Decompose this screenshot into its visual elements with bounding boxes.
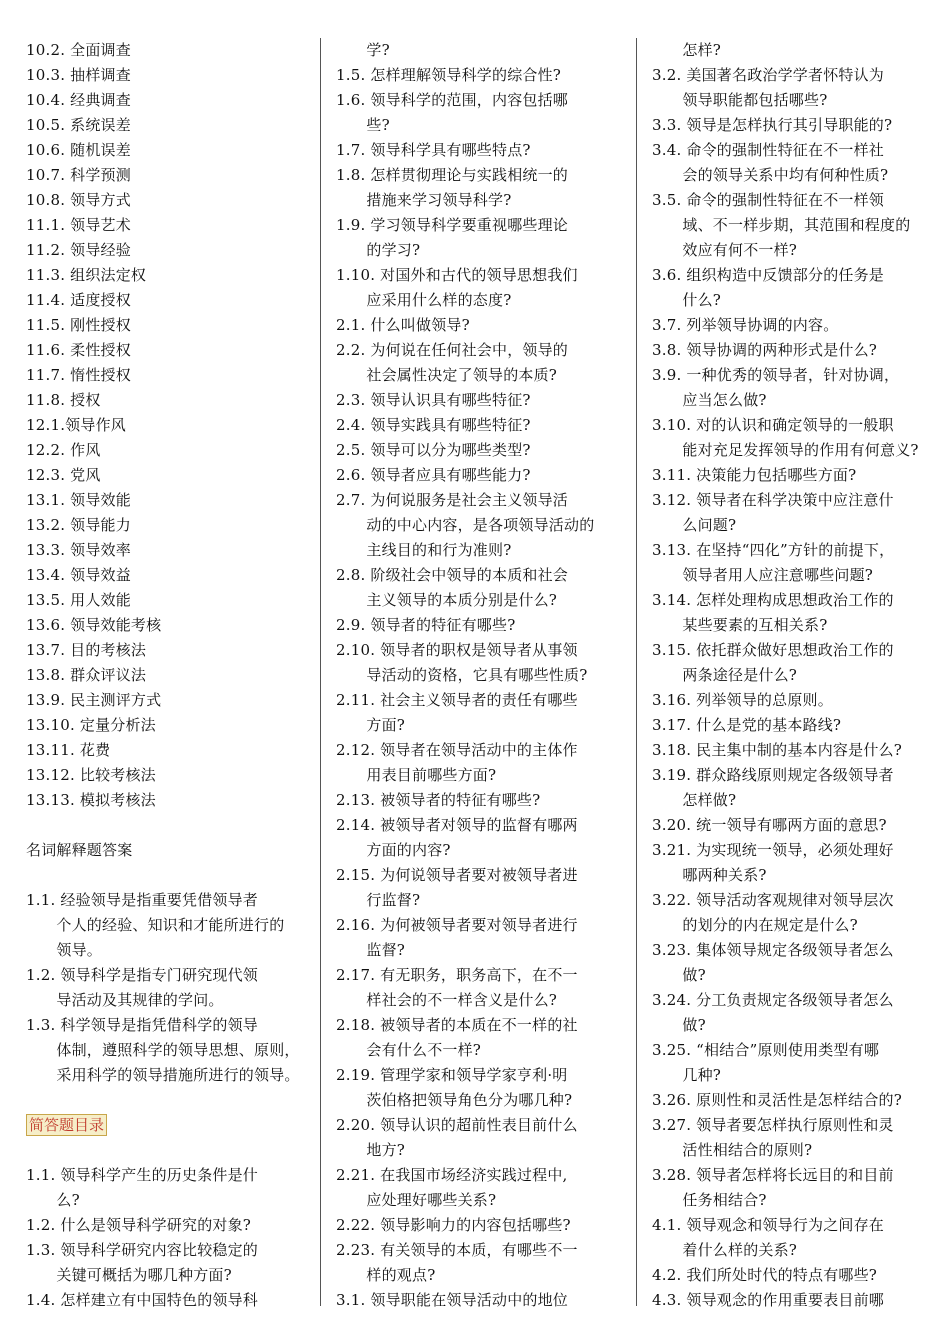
text-line: 应处理好哪些关系?	[336, 1191, 497, 1209]
text-line: 1.7. 领导科学具有哪些特点?	[336, 141, 531, 159]
text-line: 个人的经验、知识和才能所进行的	[26, 916, 285, 934]
text-line: 3.19. 群众路线原则规定各级领导者	[652, 766, 894, 784]
text-line: 4.3. 领导观念的作用重要表目前哪	[652, 1291, 884, 1309]
text-line: 什么?	[652, 291, 722, 309]
text-line: 关键可概括为哪几种方面?	[26, 1266, 232, 1284]
text-line: 13.12. 比较考核法	[26, 766, 156, 784]
column-left	[26, 38, 314, 1313]
text-line: 2.22. 领导影响力的内容包括哪些?	[336, 1216, 571, 1234]
text-line: 样的观点?	[336, 1266, 436, 1284]
text-line: 13.2. 领导能力	[26, 516, 131, 534]
text-line: 2.17. 有无职务，职务高下，在不一	[336, 966, 578, 984]
text-line: 1.9. 学习领导科学要重视哪些理论	[336, 216, 568, 234]
text-line: 方面?	[336, 716, 406, 734]
text-line: 4.1. 领导观念和领导行为之间存在	[652, 1216, 884, 1234]
text-line: 领导。	[26, 941, 103, 959]
text-line: 3.5. 命令的强制性特征在不一样领	[652, 191, 884, 209]
text-line: 4.2. 我们所处时代的特点有哪些?	[652, 1266, 878, 1284]
text-line: 会有什么不一样?	[336, 1041, 482, 1059]
text-line: 措施来学习领导科学?	[336, 191, 512, 209]
text-line: 3.10. 对的认识和确定领导的一般职	[652, 416, 894, 434]
text-line: 10.6. 随机误差	[26, 141, 131, 159]
text-line: 导活动及其规律的学问。	[26, 991, 224, 1009]
text-line: 13.7. 目的考核法	[26, 641, 147, 659]
text-line: 2.20. 领导认识的超前性表目前什么	[336, 1116, 578, 1134]
text-line: 10.8. 领导方式	[26, 191, 131, 209]
text-line: 2.15. 为何说领导者要对被领导者进	[336, 866, 578, 884]
text-line: 3.2. 美国著名政治学学者怀特认为	[652, 66, 884, 84]
text-line: 3.21. 为实现统一领导，必须处理好	[652, 841, 894, 859]
text-line: 两条途径是什么?	[652, 666, 798, 684]
text-line: 10.5. 系统误差	[26, 116, 131, 134]
text-line: 3.8. 领导协调的两种形式是什么?	[652, 341, 878, 359]
text-line: 做?	[652, 966, 706, 984]
text-line: 2.6. 领导者应具有哪些能力?	[336, 466, 531, 484]
text-line: 1.10. 对国外和古代的领导思想我们	[336, 266, 578, 284]
text-line: 能对充足发挥领导的作用有何意义?	[652, 441, 919, 459]
text-line: 么?	[26, 1191, 80, 1209]
text-line: 做?	[652, 1016, 706, 1034]
text-line: 3.1. 领导职能在领导活动中的地位	[336, 1291, 568, 1309]
text-line: 3.14. 怎样处理构成思想政治工作的	[652, 591, 894, 609]
text-line: 活性相结合的原则?	[652, 1141, 813, 1159]
text-line: 3.3. 领导是怎样执行其引导职能的?	[652, 116, 893, 134]
text-line: 3.11. 决策能力包括哪些方面?	[652, 466, 857, 484]
text-line: 的划分的内在规定是什么?	[652, 916, 858, 934]
text-line: 1.3. 科学领导是指凭借科学的领导	[26, 1016, 258, 1034]
text-line: 11.2. 领导经验	[26, 241, 131, 259]
text-line: 3.26. 原则性和灵活性是怎样结合的?	[652, 1091, 902, 1109]
text-line: 13.11. 花费	[26, 741, 111, 759]
text-line: 2.12. 领导者在领导活动中的主体作	[336, 741, 578, 759]
text-line: 1.2. 领导科学是指专门研究现代领	[26, 966, 258, 984]
text-line: 茨伯格把领导角色分为哪几种?	[336, 1091, 573, 1109]
text-line: 怎样?	[652, 41, 722, 59]
text-line: 2.9. 领导者的特征有哪些?	[336, 616, 516, 634]
column-right	[652, 38, 942, 1313]
highlighted-section-heading: 简答题目录	[26, 1114, 107, 1136]
text-line: 13.13. 模拟考核法	[26, 791, 156, 809]
text-line: 2.2. 为何说在任何社会中，领导的	[336, 341, 568, 359]
text-line: 么问题?	[652, 516, 737, 534]
blank-line	[26, 813, 314, 838]
text-line: 1.1. 领导科学产生的历史条件是什	[26, 1166, 258, 1184]
text-line: 10.3. 抽样调查	[26, 66, 131, 84]
text-line: 13.6. 领导效能考核	[26, 616, 162, 634]
text-line: 10.4. 经典调查	[26, 91, 131, 109]
text-line: 地方?	[336, 1141, 406, 1159]
text-line: 13.8. 群众评议法	[26, 666, 147, 684]
text-line: 13.5. 用人效能	[26, 591, 131, 609]
text-line: 2.11. 社会主义领导者的责任有哪些	[336, 691, 578, 709]
text-line: 应采用什么样的态度?	[336, 291, 512, 309]
text-line: 领导者用人应注意哪些问题?	[652, 566, 874, 584]
text-line: 某些要素的互相关系?	[652, 616, 828, 634]
text-line: 3.24. 分工负责规定各级领导者怎么	[652, 991, 894, 1009]
text-line: 导活动的资格，它具有哪些性质?	[336, 666, 588, 684]
text-line: 12.3. 党风	[26, 466, 101, 484]
text-line: 学?	[336, 41, 390, 59]
text-line: 2.5. 领导可以分为哪些类型?	[336, 441, 531, 459]
text-line: 主义领导的本质分别是什么?	[336, 591, 558, 609]
text-line: 3.9. 一种优秀的领导者，针对协调，	[652, 366, 900, 384]
text-line: 13.4. 领导效益	[26, 566, 131, 584]
text-line: 3.25. “相结合”原则使用类型有哪	[652, 1041, 880, 1059]
text-line: 13.1. 领导效能	[26, 491, 131, 509]
text-line: 用表目前哪些方面?	[336, 766, 497, 784]
text-line: 体制，遵照科学的领导思想、原则，	[26, 1041, 300, 1059]
text-line: 主线目的和行为准则?	[336, 541, 512, 559]
text-line: 监督?	[336, 941, 406, 959]
column-divider	[320, 38, 321, 1306]
text-line: 名词解释题答案	[26, 841, 133, 859]
text-line: 1.2. 什么是领导科学研究的对象?	[26, 1216, 252, 1234]
text-line: 2.4. 领导实践具有哪些特征?	[336, 416, 531, 434]
text-line: 1.8. 怎样贯彻理论与实践相统一的	[336, 166, 568, 184]
text-line: 3.12. 领导者在科学决策中应注意什	[652, 491, 894, 509]
text-line: 1.6. 领导科学的范围，内容包括哪	[336, 91, 568, 109]
text-line: 12.1.领导作风	[26, 416, 126, 434]
text-line: 哪两种关系?	[652, 866, 767, 884]
text-line: 11.1. 领导艺术	[26, 216, 131, 234]
text-line: 2.23. 有关领导的本质，有哪些不一	[336, 1241, 578, 1259]
text-line: 些?	[336, 116, 390, 134]
text-line: 13.9. 民主测评方式	[26, 691, 162, 709]
text-line: 2.13. 被领导者的特征有哪些?	[336, 791, 541, 809]
blank-line	[26, 1138, 314, 1163]
text-line: 11.8. 授权	[26, 391, 101, 409]
text-line: 2.7. 为何说服务是社会主义领导活	[336, 491, 568, 509]
column-middle	[336, 38, 626, 1313]
text-line: 怎样做?	[652, 791, 737, 809]
section-heading-row	[26, 1113, 314, 1138]
text-line: 2.8. 阶级社会中领导的本质和社会	[336, 566, 568, 584]
text-line: 2.14. 被领导者对领导的监督有哪两	[336, 816, 578, 834]
text-line: 2.18. 被领导者的本质在不一样的社	[336, 1016, 578, 1034]
text-line: 12.2. 作风	[26, 441, 101, 459]
text-line: 效应有何不一样?	[652, 241, 798, 259]
text-line: 11.3. 组织法定权	[26, 266, 147, 284]
text-line: 域、不一样步期，其范围和程度的	[652, 216, 911, 234]
text-line: 2.10. 领导者的职权是领导者从事领	[336, 641, 578, 659]
text-line: 应当怎么做?	[652, 391, 767, 409]
column-divider	[636, 38, 637, 1306]
text-line: 的学习?	[336, 241, 421, 259]
text-line: 2.3. 领导认识具有哪些特征?	[336, 391, 531, 409]
text-line: 1.3. 领导科学研究内容比较稳定的	[26, 1241, 258, 1259]
text-line: 2.1. 什么叫做领导?	[336, 316, 470, 334]
text-line: 2.21. 在我国市场经济实践过程中,	[336, 1166, 568, 1184]
text-line: 10.7. 科学预测	[26, 166, 131, 184]
text-line: 几种?	[652, 1066, 722, 1084]
text-line: 11.7. 惰性授权	[26, 366, 131, 384]
text-line: 3.13. 在坚持“四化”方针的前提下，	[652, 541, 895, 559]
text-line: 1.1. 经验领导是指重要凭借领导者	[26, 891, 258, 909]
text-line: 会的领导关系中均有何种性质?	[652, 166, 889, 184]
text-line: 3.15. 依托群众做好思想政治工作的	[652, 641, 894, 659]
text-line: 3.20. 统一领导有哪两方面的意思?	[652, 816, 887, 834]
text-line: 3.23. 集体领导规定各级领导者怎么	[652, 941, 894, 959]
text-line: 13.3. 领导效率	[26, 541, 131, 559]
text-line: 3.6. 组织构造中反馈部分的任务是	[652, 266, 884, 284]
text-line: 3.4. 命令的强制性特征在不一样社	[652, 141, 884, 159]
text-line: 采用科学的领导措施所进行的领导。	[26, 1066, 300, 1084]
text-line: 领导职能都包括哪些?	[652, 91, 828, 109]
text-line: 11.5. 刚性授权	[26, 316, 131, 334]
text-line: 方面的内容?	[336, 841, 451, 859]
text-line: 行监督?	[336, 891, 421, 909]
text-line: 3.28. 领导者怎样将长远目的和目前	[652, 1166, 894, 1184]
text-line: 1.4. 怎样建立有中国特色的领导科	[26, 1291, 258, 1309]
text-line: 1.5. 怎样理解领导科学的综合性?	[336, 66, 562, 84]
text-line: 任务相结合?	[652, 1191, 767, 1209]
text-line: 样社会的不一样含义是什么?	[336, 991, 558, 1009]
text-line: 3.18. 民主集中制的基本内容是什么?	[652, 741, 902, 759]
text-line: 3.27. 领导者要怎样执行原则性和灵	[652, 1116, 894, 1134]
blank-line	[26, 1088, 314, 1113]
text-line: 3.17. 什么是党的基本路线?	[652, 716, 842, 734]
text-line: 11.6. 柔性授权	[26, 341, 131, 359]
text-line: 10.2. 全面调查	[26, 41, 131, 59]
blank-line	[26, 863, 314, 888]
text-line: 11.4. 适度授权	[26, 291, 131, 309]
text-line: 2.19. 管理学家和领导学家亨利·明	[336, 1066, 568, 1084]
text-line: 社会属性决定了领导的本质?	[336, 366, 558, 384]
text-line: 13.10. 定量分析法	[26, 716, 156, 734]
text-line: 3.16. 列举领导的总原则。	[652, 691, 833, 709]
text-line: 3.7. 列举领导协调的内容。	[652, 316, 839, 334]
text-line: 2.16. 为何被领导者要对领导者进行	[336, 916, 578, 934]
text-line: 3.22. 领导活动客观规律对领导层次	[652, 891, 894, 909]
text-line: 着什么样的关系?	[652, 1241, 798, 1259]
text-line: 动的中心内容，是各项领导活动的	[336, 516, 595, 534]
